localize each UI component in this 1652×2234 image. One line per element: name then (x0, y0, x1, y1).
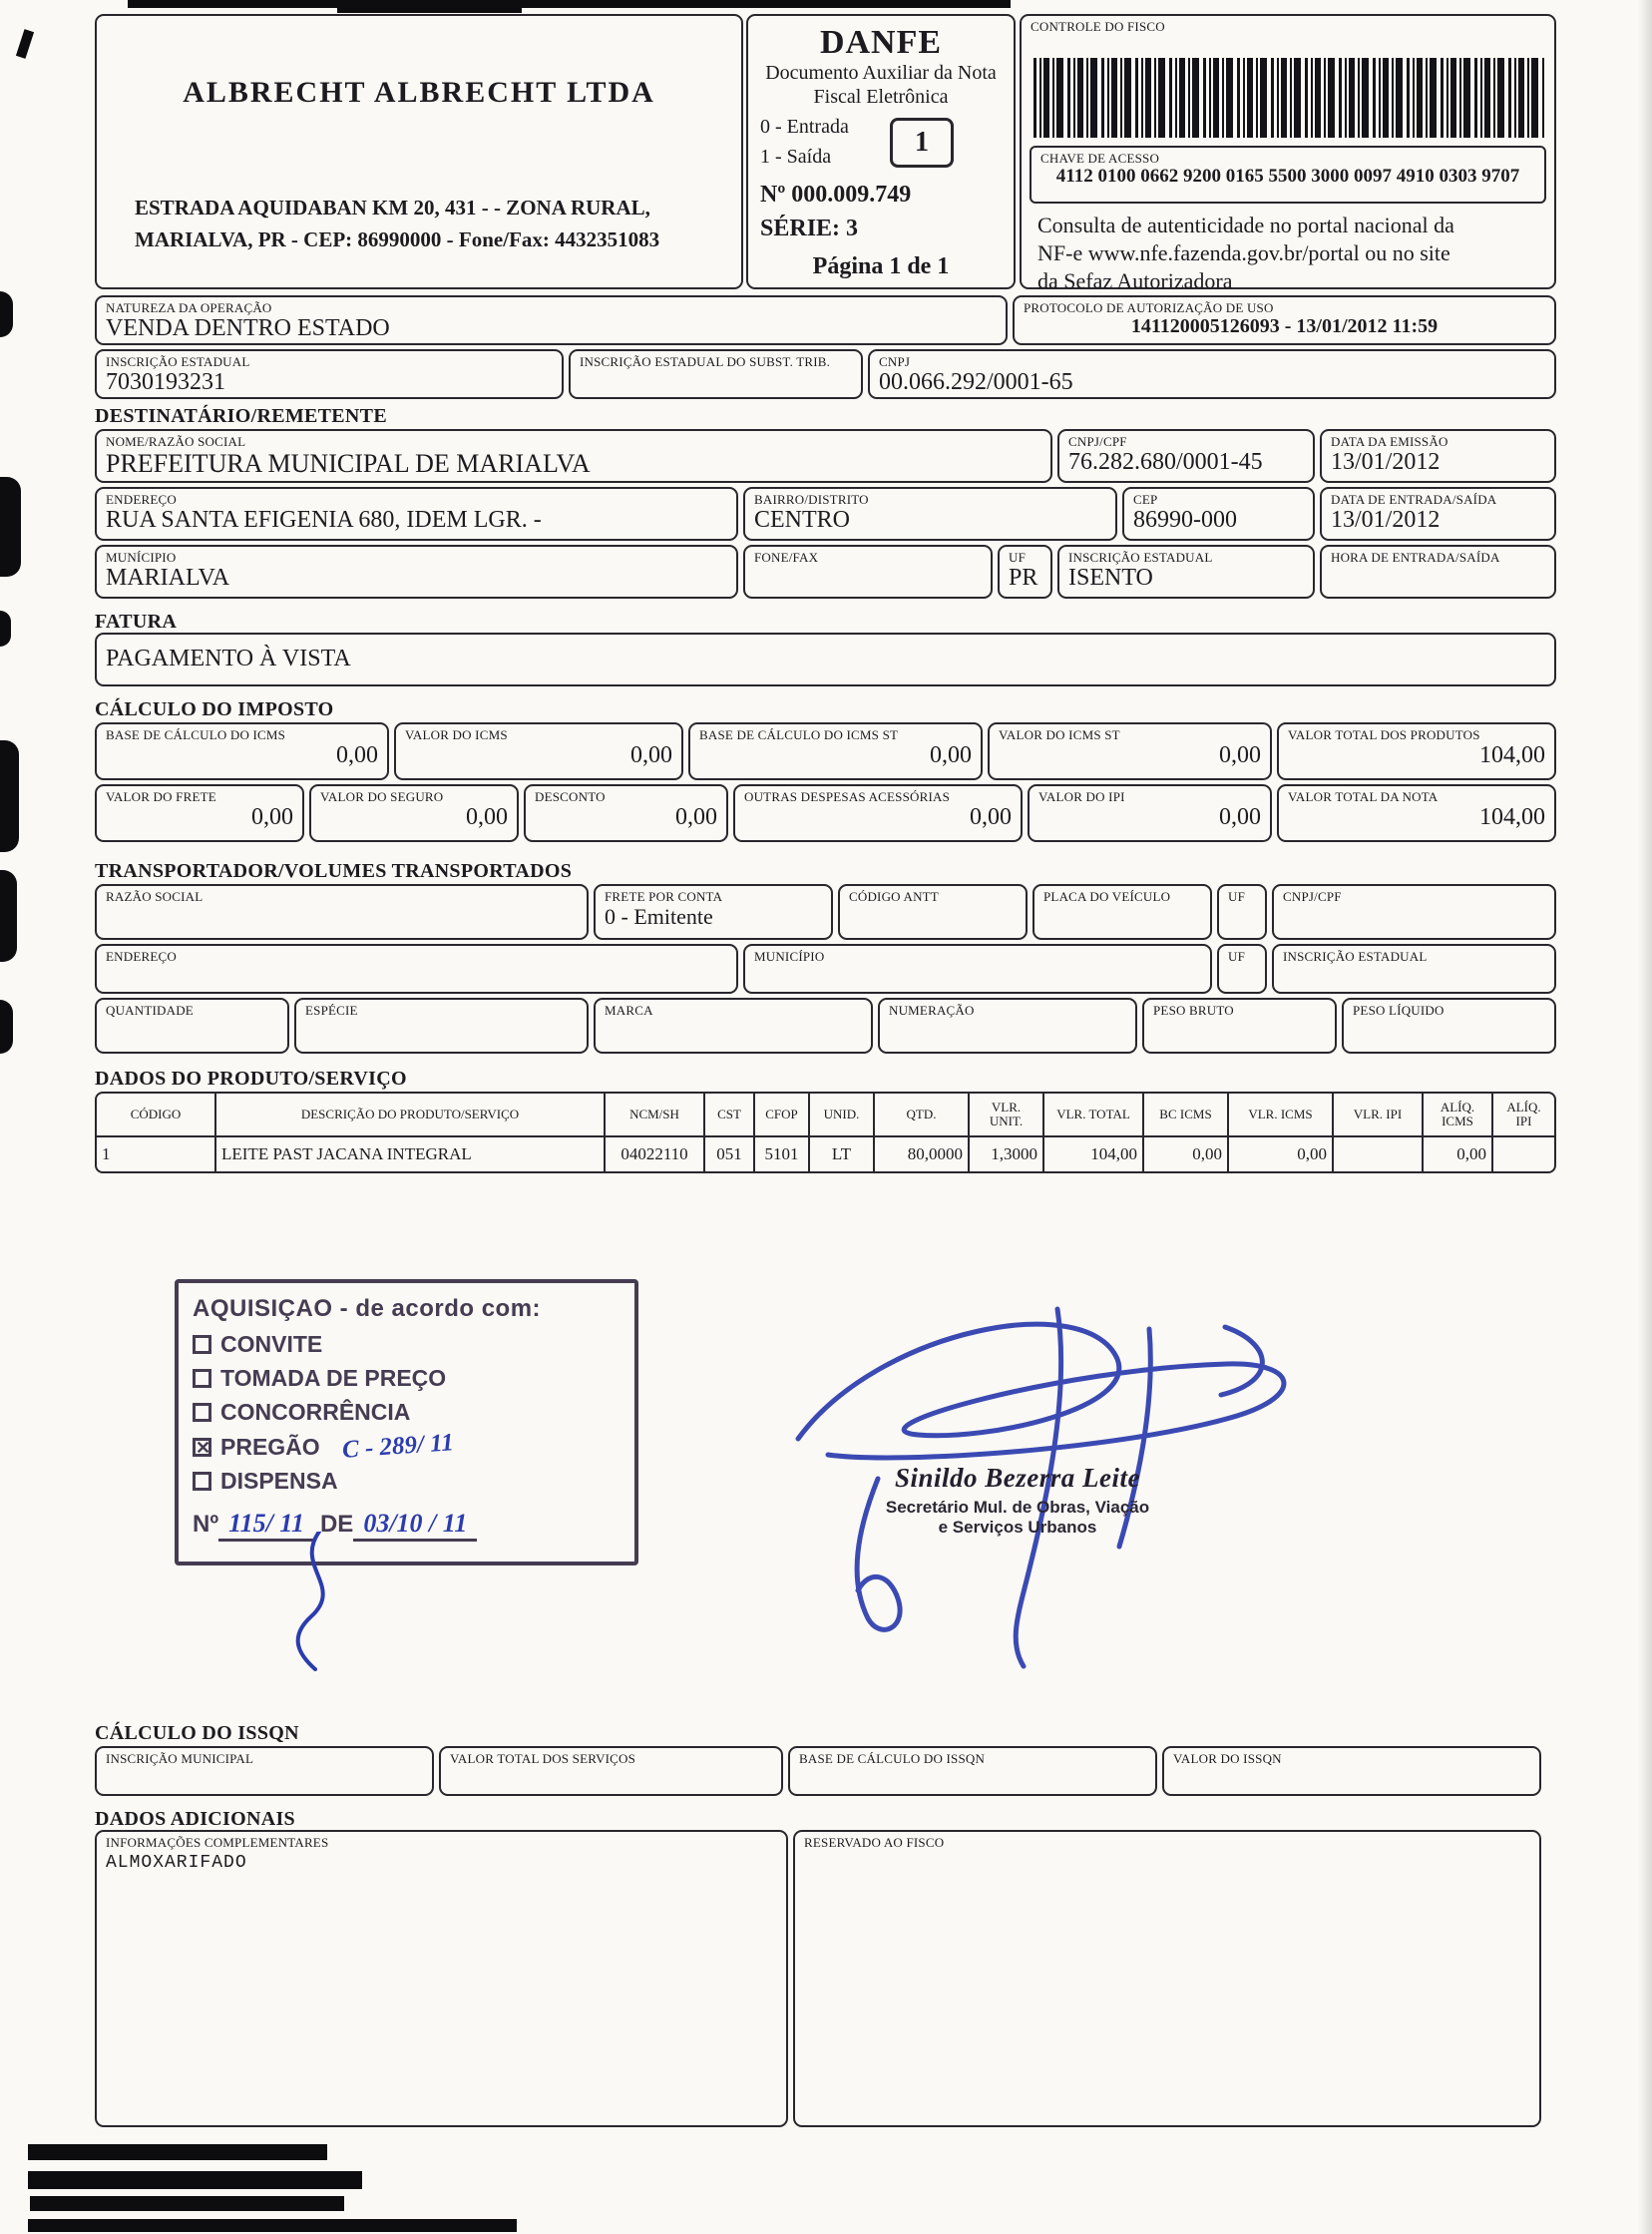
field-value: RUA SANTA EFIGENIA 680, IDEM LGR. - (106, 506, 542, 533)
field-label: VALOR DO ICMS ST (999, 727, 1120, 742)
field-reservado-fisco (793, 1830, 1541, 2127)
authenticity-note-line3: da Sefaz Autorizadora (1037, 268, 1233, 294)
field-value (1344, 1018, 1554, 1019)
field-label: UF (1228, 949, 1246, 964)
field-valor-ipi (1028, 784, 1272, 842)
field-label: PESO BRUTO (1153, 1003, 1234, 1018)
field-transp-codigo-antt (838, 884, 1028, 940)
field-label: INSCRIÇÃO ESTADUAL DO SUBST. TRIB. (580, 354, 831, 369)
field-value: 7030193231 (106, 368, 225, 395)
field-label: ENDEREÇO (106, 492, 177, 507)
field-label: FRETE POR CONTA (605, 889, 723, 904)
field-valor-total-nota (1277, 784, 1556, 842)
scan-artifact (30, 2196, 344, 2211)
field-value: VENDA DENTRO ESTADO (106, 314, 390, 341)
field-transp-endereco (95, 944, 738, 994)
field-value: 13/01/2012 (1331, 448, 1441, 475)
field-value (840, 904, 1026, 905)
field-value (1219, 904, 1265, 905)
emitter-address-line1: ESTRADA AQUIDABAN KM 20, 431 - - ZONA RURAL, (135, 196, 650, 220)
field-transp-quantidade (95, 998, 289, 1054)
stamp-option-label: DISPENSA (220, 1468, 338, 1494)
field-label: INSCRIÇÃO ESTADUAL (106, 354, 250, 369)
field-dest-endereco (95, 487, 738, 541)
field-value (790, 1766, 1155, 1767)
field-label: CNPJ/CPF (1068, 434, 1127, 449)
field-label: NOME/RAZÃO SOCIAL (106, 434, 246, 449)
field-transp-cnpj (1272, 884, 1556, 940)
scan-artifact (28, 2171, 362, 2189)
field-dest-nome (95, 429, 1052, 483)
field-label: BAIRRO/DISTRITO (754, 492, 869, 507)
field-label: OUTRAS DESPESAS ACESSÓRIAS (744, 789, 951, 804)
field-label: NUMERAÇÃO (889, 1003, 975, 1018)
field-valor-icms (394, 722, 683, 780)
col-header: NCM/SH (606, 1094, 705, 1135)
field-value: 141120005126093 - 13/01/2012 11:59 (1130, 314, 1439, 337)
stamp-option-concorrencia (193, 1399, 620, 1426)
product-table-header (97, 1094, 1554, 1137)
field-inscricao-estadual (95, 349, 564, 399)
danfe-numero: Nº 000.009.749 (760, 182, 912, 208)
field-transp-razao-social (95, 884, 589, 940)
field-label: HORA DE ENTRADA/SAÍDA (1331, 550, 1500, 565)
stamp-option-tomada (193, 1365, 620, 1392)
field-value (1274, 964, 1554, 965)
danfe-tipo-nf-box (890, 118, 954, 168)
stamp-option-label: CONCORRÊNCIA (220, 1399, 411, 1425)
field-dest-cnpj (1057, 429, 1315, 483)
field-label: CEP (1133, 492, 1158, 507)
field-transp-marca (594, 998, 873, 1054)
danfe-pagina: Página 1 de 1 (812, 253, 950, 279)
field-bc-icms (95, 722, 389, 780)
field-label: UF (1228, 889, 1246, 904)
section-produtos: DADOS DO PRODUTO/SERVIÇO (95, 1068, 407, 1090)
field-value: 0,00 (1219, 803, 1261, 830)
scan-artifact (0, 740, 19, 852)
section-issqn: CÁLCULO DO ISSQN (95, 1722, 299, 1744)
col-header: VLR. IPI (1334, 1094, 1424, 1135)
field-bc-icms-st (688, 722, 983, 780)
field-label: RESERVADO AO FISCO (804, 1835, 945, 1850)
col-header: DESCRIÇÃO DO PRODUTO/SERVIÇO (216, 1094, 606, 1135)
field-label: DATA DA EMISSÃO (1331, 434, 1448, 449)
field-outras-despesas (733, 784, 1023, 842)
field-issqn-valor (1162, 1746, 1541, 1796)
field-value (596, 1018, 871, 1019)
field-value: ALMOXARIFADO (106, 1852, 247, 1873)
field-dest-inscricao-estadual (1057, 545, 1315, 599)
field-transp-uf1 (1217, 884, 1267, 940)
field-dest-bairro (743, 487, 1117, 541)
cell-cfop: 5101 (755, 1137, 810, 1171)
barcode-image (1033, 58, 1544, 138)
field-label: MUNÍCIPIO (106, 550, 177, 565)
signer-role-line1: Secretário Mul. de Obras, Viação (885, 1498, 1150, 1517)
col-header: VLR. UNIT. (970, 1094, 1044, 1135)
field-transp-peso-liquido (1342, 998, 1556, 1054)
field-desconto (524, 784, 728, 842)
scan-artifact (16, 29, 34, 59)
fisco-control-label: CONTROLE DO FISCO (1031, 19, 1165, 34)
field-transp-frete-conta (594, 884, 833, 940)
handwritten-data: 03/10 / 11 (353, 1509, 477, 1542)
field-issqn-base-calculo (788, 1746, 1157, 1796)
field-value: 0,00 (1219, 741, 1261, 768)
stamp-option-label: CONVITE (220, 1331, 323, 1357)
field-value (1219, 964, 1265, 965)
scan-artifact (28, 2144, 327, 2160)
field-dest-municipio (95, 545, 738, 599)
field-transp-inscricao-estadual (1272, 944, 1556, 994)
section-fatura: FATURA (95, 611, 178, 633)
field-label: INFORMAÇÕES COMPLEMENTARES (106, 1835, 329, 1850)
field-value (97, 904, 587, 905)
field-value: ISENTO (1068, 564, 1153, 591)
field-value (441, 1766, 781, 1767)
field-value (97, 1766, 432, 1767)
field-label: INSCRIÇÃO MUNICIPAL (106, 1751, 254, 1766)
field-label: DATA DE ENTRADA/SAÍDA (1331, 492, 1497, 507)
field-value (745, 565, 991, 566)
acquisition-stamp (175, 1279, 638, 1565)
checkbox-unchecked-icon (193, 1403, 211, 1422)
cell-ncm: 04022110 (606, 1137, 705, 1171)
field-label: VALOR TOTAL DOS SERVIÇOS (450, 1751, 636, 1766)
danfe-subtitle-line1: Documento Auxiliar da Nota (765, 62, 997, 84)
field-value: 0,00 (251, 803, 293, 830)
field-label: ENDEREÇO (106, 949, 177, 964)
field-label: VALOR DO SEGURO (320, 789, 444, 804)
col-header: CÓDIGO (97, 1094, 216, 1135)
authenticity-note-line1: Consulta de autenticidade no portal nacional da (1037, 213, 1454, 237)
field-value: 0 - Emitente (605, 903, 713, 928)
field-transp-uf2 (1217, 944, 1267, 994)
field-value (745, 964, 1210, 965)
field-label: BASE DE CÁLCULO DO ICMS ST (699, 727, 899, 742)
field-dest-fone (743, 545, 993, 599)
field-value (97, 964, 736, 965)
field-label: VALOR DO ISSQN (1173, 1751, 1282, 1766)
scan-artifact (0, 291, 13, 337)
field-label: BASE DE CÁLCULO DO ISSQN (799, 1751, 986, 1766)
stamp-option-pregao (193, 1429, 620, 1464)
handwritten-pregao-number: C - 289/ 11 (340, 1429, 455, 1464)
cell-bc-icms: 0,00 (1144, 1137, 1229, 1171)
field-label: MARCA (605, 1003, 653, 1018)
cell-cst: 051 (705, 1137, 755, 1171)
checkbox-unchecked-icon (193, 1369, 211, 1388)
field-value: 104,00 (1479, 741, 1545, 768)
field-natureza-operacao (95, 295, 1008, 345)
scan-artifact (0, 1000, 13, 1054)
field-label: PLACA DO VEÍCULO (1043, 889, 1171, 904)
cell-qtd: 80,0000 (875, 1137, 970, 1171)
field-label: BASE DE CÁLCULO DO ICMS (106, 727, 286, 742)
handwritten-numero: 115/ 11 (218, 1509, 314, 1542)
stamp-numero-prefix: Nº (193, 1511, 219, 1538)
access-key-box (1030, 146, 1546, 204)
field-issqn-valor-servicos (439, 1746, 783, 1796)
field-value (97, 1018, 287, 1019)
page-edge-shadow (1638, 0, 1652, 2234)
col-header: CFOP (755, 1094, 810, 1135)
section-calculo-imposto: CÁLCULO DO IMPOSTO (95, 698, 334, 720)
danfe-title: DANFE (819, 24, 943, 61)
field-dest-hora (1320, 545, 1556, 599)
scan-artifact (128, 0, 1011, 8)
emitter-box (95, 14, 743, 289)
field-value: 104,00 (1479, 803, 1545, 830)
section-transportador: TRANSPORTADOR/VOLUMES TRANSPORTADOS (95, 860, 573, 882)
stamp-de-label: DE (319, 1511, 354, 1538)
field-value (880, 1018, 1135, 1019)
field-label: PROTOCOLO DE AUTORIZAÇÃO DE USO (1024, 300, 1274, 315)
checkbox-checked-icon: ✕ (193, 1438, 211, 1457)
stamp-option-dispensa (193, 1468, 620, 1495)
scan-artifact (28, 2219, 517, 2232)
field-label: PESO LÍQUIDO (1353, 1003, 1445, 1018)
field-label: INSCRIÇÃO ESTADUAL (1068, 550, 1213, 565)
field-value: MARIALVA (106, 564, 230, 591)
col-header: UNID. (810, 1094, 875, 1135)
scan-artifact (0, 477, 21, 577)
stamp-title: AQUISIÇAO - de acordo com: (193, 1295, 542, 1322)
signer-role-line2: e Serviços Urbanos (938, 1518, 1097, 1537)
field-value: 0,00 (466, 803, 508, 830)
field-value: CENTRO (754, 506, 850, 533)
field-transp-peso-bruto (1142, 998, 1337, 1054)
field-label: CÓDIGO ANTT (849, 889, 939, 904)
field-protocolo-autorizacao (1013, 295, 1556, 345)
danfe-serie: SÉRIE: 3 (760, 216, 859, 241)
field-label: VALOR TOTAL DA NOTA (1288, 789, 1439, 804)
field-cnpj-emitente (868, 349, 1556, 399)
stamp-option-label: PREGÃO (220, 1433, 320, 1460)
field-value: 0,00 (970, 803, 1012, 830)
cell-unid: LT (810, 1137, 875, 1171)
field-label: NATUREZA DA OPERAÇÃO (106, 300, 272, 315)
stamp-option-convite (193, 1331, 620, 1358)
field-transp-especie (294, 998, 589, 1054)
field-dest-uf (998, 545, 1052, 599)
col-header: QTD. (875, 1094, 970, 1135)
field-value (795, 1850, 1539, 1851)
product-row (97, 1137, 1554, 1171)
field-label: MUNICÍPIO (754, 949, 825, 964)
field-valor-seguro (309, 784, 519, 842)
danfe-tipo-nf-value: 1 (915, 127, 929, 158)
field-label: VALOR DO IPI (1038, 789, 1125, 804)
cell-descricao: LEITE PAST JACANA INTEGRAL (216, 1137, 606, 1171)
danfe-header-box (746, 14, 1016, 289)
field-transp-municipio (743, 944, 1212, 994)
access-key-label: CHAVE DE ACESSO (1040, 151, 1160, 166)
signer-name: Sinildo Bezerra Leite (895, 1463, 1140, 1493)
scan-artifact (0, 611, 11, 647)
signature-block (818, 1463, 1217, 1538)
cell-vlr-icms: 0,00 (1229, 1137, 1334, 1171)
field-dest-data-entrada (1320, 487, 1556, 541)
authenticity-note-line2: NF-e www.nfe.fazenda.gov.br/portal ou no site (1037, 240, 1450, 266)
access-key-value: 4112 0100 0662 9200 0165 5500 3000 0097 4910 0303 9707 (1055, 165, 1520, 187)
field-value: 86990-000 (1133, 506, 1237, 533)
field-value: PREFEITURA MUNICIPAL DE MARIALVA (106, 448, 591, 477)
field-informacoes-complementares (95, 1830, 788, 2127)
field-issqn-inscricao-municipal (95, 1746, 434, 1796)
danfe-saida-option: 1 - Saída (760, 146, 832, 168)
field-dest-cep (1122, 487, 1315, 541)
field-dest-data-emissao (1320, 429, 1556, 483)
cell-codigo: 1 (97, 1137, 216, 1171)
field-label: RAZÃO SOCIAL (106, 889, 204, 904)
field-label: CNPJ (879, 354, 911, 369)
field-value: 0,00 (336, 741, 378, 768)
field-valor-frete (95, 784, 304, 842)
scan-artifact (0, 870, 17, 962)
col-header: VLR. TOTAL (1044, 1094, 1144, 1135)
field-value: 0,00 (930, 741, 972, 768)
field-value: 76.282.680/0001-45 (1068, 448, 1263, 475)
field-valor-icms-st (988, 722, 1272, 780)
scan-artifact (337, 0, 522, 13)
checkbox-unchecked-icon (193, 1472, 211, 1491)
field-value: PR (1009, 564, 1038, 591)
field-value: 00.066.292/0001-65 (879, 368, 1073, 395)
field-label: VALOR DO FRETE (106, 789, 216, 804)
field-valor-total-produtos (1277, 722, 1556, 780)
pen-squiggle (249, 1532, 379, 1671)
field-label: ESPÉCIE (305, 1003, 358, 1018)
field-label: FONE/FAX (754, 550, 819, 565)
field-transp-numeracao (878, 998, 1137, 1054)
danfe-subtitle-line2: Fiscal Eletrônica (813, 86, 949, 108)
field-value (1144, 1018, 1335, 1019)
field-value (1164, 1766, 1539, 1767)
field-label: INSCRIÇÃO ESTADUAL (1283, 949, 1428, 964)
col-header: CST (705, 1094, 755, 1135)
col-header: BC ICMS (1144, 1094, 1229, 1135)
col-header: ALÍQ. ICMS (1424, 1094, 1493, 1135)
field-transp-placa (1032, 884, 1212, 940)
field-inscricao-subst-trib (569, 349, 863, 399)
field-value (1274, 904, 1554, 905)
field-value: 13/01/2012 (1331, 506, 1441, 533)
field-label: VALOR DO ICMS (405, 727, 508, 742)
cell-vlr-ipi (1334, 1137, 1424, 1171)
emitter-address-line2: MARIALVA, PR - CEP: 86990000 - Fone/Fax: 4432351083 (135, 227, 660, 251)
cell-vlr-unit: 1,3000 (970, 1137, 1044, 1171)
field-value: 0,00 (675, 803, 717, 830)
fisco-control-box (1020, 14, 1556, 294)
section-dados-adicionais: DADOS ADICIONAIS (95, 1808, 295, 1830)
col-header: VLR. ICMS (1229, 1094, 1334, 1135)
checkbox-unchecked-icon (193, 1335, 211, 1354)
field-value (1034, 904, 1210, 905)
cell-aliq-icms: 0,00 (1424, 1137, 1493, 1171)
field-value: PAGAMENTO À VISTA (106, 646, 351, 671)
field-value (296, 1018, 587, 1019)
field-label: UF (1009, 550, 1027, 565)
field-label: CNPJ/CPF (1283, 889, 1342, 904)
emitter-name: ALBRECHT ALBRECHT LTDA (183, 76, 655, 109)
cell-vlr-total: 104,00 (1044, 1137, 1144, 1171)
field-label: QUANTIDADE (106, 1003, 194, 1018)
field-fatura (95, 633, 1556, 686)
field-value (1322, 565, 1554, 566)
product-table (95, 1092, 1556, 1173)
stamp-option-label: TOMADA DE PREÇO (220, 1365, 447, 1391)
section-destinatario: DESTINATÁRIO/REMETENTE (95, 405, 387, 427)
field-value (571, 369, 861, 370)
danfe-entrada-option: 0 - Entrada (760, 116, 849, 138)
cell-aliq-ipi (1493, 1137, 1554, 1171)
field-label: VALOR TOTAL DOS PRODUTOS (1288, 727, 1480, 742)
col-header: ALÍQ. IPI (1506, 1099, 1541, 1128)
field-label: DESCONTO (535, 789, 606, 804)
field-value: 0,00 (630, 741, 672, 768)
